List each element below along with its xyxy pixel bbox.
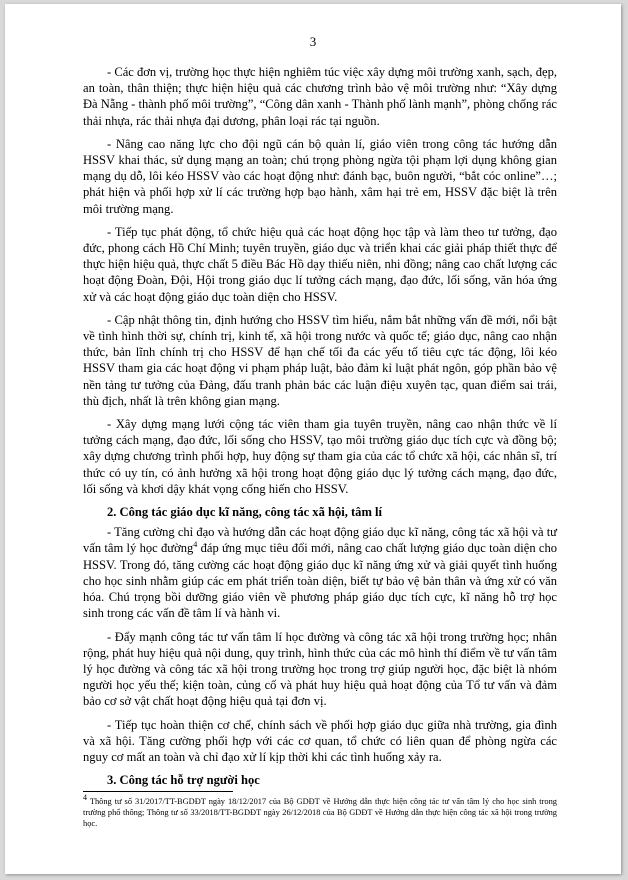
footnote-separator — [83, 791, 233, 792]
section-heading-student-support: 3. Công tác hỗ trợ người học — [107, 773, 260, 788]
page-body — [83, 64, 557, 792]
footnote — [83, 793, 557, 829]
paragraph-ho-chi-minh-ideology: - Tiếp tục phát động, tổ chức hiệu quả các hoạt động học tập và làm theo tư tưởng, đạo đức, phong cách Hồ Chí Minh; tuyên truyền, giáo dục và triển khai các giải pháp thiết thực để thực hiện hiệu quả, thực chất 5 điều Bác Hồ dạy thiếu niên, nhi đồng; nâng cao chất lượng các hoạt động Đoàn, Đội, Hội trong giáo dục lí tưởng cách mạng, đạo đức, lối sống, văn hóa ứng xử và các hoạt động giáo dục toàn diện cho HSSV. — [83, 224, 557, 304]
paragraph-skills-education — [83, 524, 557, 621]
paragraph-school-counseling: - Đẩy mạnh công tác tư vấn tâm lí học đường và công tác xã hội trong trường học; nhân rộng, phát huy hiệu quả nội dung, quy trình, hình thức của các mô hình thí điểm về tư vấn tâm lý học đường và công tác xã hội trong trường học trong trợ giúp người học, đặc biệt là nhóm người học yếu thế; kiện toàn, củng cố và phát huy hiệu quả hoạt động của Tổ tư vấn và đảm bảo cơ sở vật chất hoạt động hiệu quả tại đơn vị. — [83, 629, 557, 709]
paragraph-safe-internet-use: - Nâng cao năng lực cho đội ngũ cán bộ quản lí, giáo viên trong công tác hướng dẫn HSSV khai thác, sử dụng mạng an toàn; chú trọng phòng ngừa tội phạm lợi dụng không gian mạng dụ dỗ, lôi kéo HSSV vào các hoạt động như: đánh bạc, buôn người, “bắt cóc online”…; phát hiện và phối hợp xử lí các trường hợp bạo hành, xâm hại trẻ em, HSSV đặc biệt là trên môi trường mạng. — [83, 136, 557, 216]
paragraph-skills-education-rest: đáp ứng mục tiêu đổi mới, nâng cao chất lượng giáo dục toàn diện cho HSSV. Trong đó, tăng cường các hoạt động giáo dục kĩ năng ứng xử và giải quyết tình huống cho học sinh nhằm giúp các em phát triển toàn diện, biết tự bảo vệ bản thân và ứng xử có văn hóa. Chú trọng bồi dưỡng giáo viên về phương pháp giáo dục tích cực, kĩ năng hỗ trợ học sinh trong các vấn đề tâm lí và hành vi. — [83, 541, 558, 621]
document-page — [5, 4, 621, 874]
paragraph-political-awareness: - Cập nhật thông tin, định hướng cho HSSV tìm hiểu, nắm bắt những vấn đề mới, nổi bật về tình hình thời sự, chính trị, kinh tế, xã hội trong nước và quốc tế; giáo dục, nâng cao nhận thức, bản lĩnh chính trị cho HSSV để hạn chế tối đa các yếu tố tiêu cực tác động, lôi kéo HSSV tham gia các hoạt động vi phạm pháp luật, bảo đảm kỉ luật phát ngôn, góp phần bảo vệ nền tảng tư tưởng của Đảng, đấu tranh phản bác các luận điệu xuyên tạc, quan điểm sai trái, thù địch, nhất là trên không gian mạng. — [83, 312, 557, 408]
footnote-marker: 4 — [83, 793, 87, 803]
section-heading-skills-social-work: 2. Công tác giáo dục kĩ năng, công tác xã hội, tâm lí — [107, 505, 383, 520]
paragraph-green-school-environment: - Các đơn vị, trường học thực hiện nghiêm túc việc xây dựng môi trường xanh, sạch, đẹp, an toàn, thân thiện; thực hiện hiệu quả các chương trình bảo vệ môi trường như: “Xây dựng Đà Nẵng - thành phố môi trường”, “Công dân xanh - Thành phố lành mạnh”, phòng chống rác thải nhựa, rác thải nhựa đại dương, phân loại rác tại nguồn. — [83, 65, 557, 128]
footnote-text: Thông tư số 31/2017/TT-BGDĐT ngày 18/12/2017 của Bộ GDĐT về Hướng dẫn thực hiện công tác tư vấn tâm lý cho học sinh trong trường phổ thông; Thông tư số 33/2018/TT-BGDĐT ngày 26/12/2018 của Bộ GDĐT về Hướng dẫn thực hiện công tác xã hội trong trường học. — [83, 797, 557, 828]
paragraph-collaborator-network: - Xây dựng mạng lưới cộng tác viên tham gia tuyên truyền, nâng cao nhận thức về lí tưởng cách mạng, đạo đức, lối sống cho HSSV, tạo môi trường giáo dục tích cực và đồng bộ; xây dựng chương trình phối hợp, huy động sự tham gia của các tổ chức xã hội, các nhân sĩ, trí thức có uy tín, có ảnh hưởng xã hội trong hoạt động giáo dục lý tưởng cách mạng, đạo đức, lối sống và khơi dậy khát vọng cống hiến cho HSSV. — [83, 417, 557, 496]
paragraph-skills-education-start: - Tăng cường chỉ đạo và hướng dẫn các hoạt động giáo dục kĩ năng, công tác xã hội và tư vấn tâm lý học đường — [83, 525, 557, 556]
paragraph-family-school-coordination: - Tiếp tục hoàn thiện cơ chế, chính sách về phối hợp giáo dục giữa nhà trường, gia đình và xã hội. Tăng cường phối hợp với các cơ quan, tổ chức có liên quan để phòng ngừa các nguy cơ mất an toàn và chỉ đạo xử lí kịp thời khi các tình huống xảy ra. — [83, 717, 557, 764]
footnote-reference[interactable]: 4 — [193, 540, 198, 550]
page-number: 3 — [309, 34, 317, 49]
